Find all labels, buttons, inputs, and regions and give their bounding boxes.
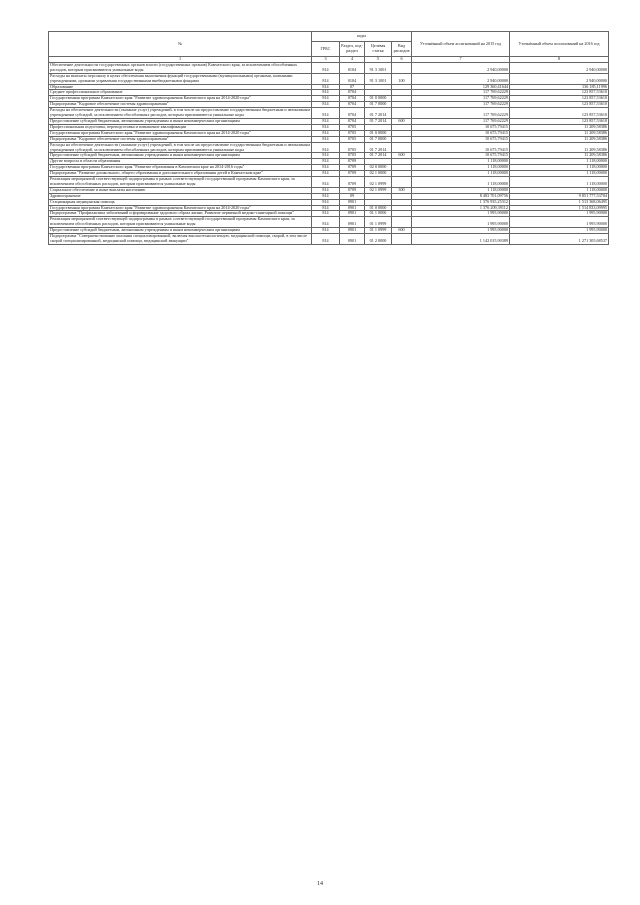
grbs-cell: 814: [312, 171, 340, 177]
row-name-cell: Государственная программа Камчатского края "Развитие образования в Камчатском крае на 2014-2016 годы": [49, 165, 312, 171]
razdel-cell: 0901: [340, 228, 365, 234]
amount-2015-cell: 117 769,62229: [412, 96, 510, 102]
razdel-cell: 0709: [340, 165, 365, 171]
expense-type-cell: [392, 62, 412, 73]
year-2016-header: Уточнённый объем ассигнований на 2016 год: [510, 32, 609, 57]
table-body: [49, 57, 609, 245]
amount-2016-cell: 123 857,53610: [510, 102, 609, 108]
row-name-cell: Подпрограмма "Совершенствование оказания специализированной, включая высокотехнологичную, медицинской помощи, скорой, в том числе скорой специализированной, медицинской помощи, медицинской эвакуации": [49, 234, 312, 245]
grbs-header: ГРБС: [312, 42, 340, 57]
expense-type-cell: 600: [392, 118, 412, 124]
table-header: [49, 32, 609, 57]
razdel-cell: 0704: [340, 118, 365, 124]
row-name-cell: Предоставление субсидий бюджетным, автономным учреждениям и иным некоммерческим организациям: [49, 153, 312, 159]
grbs-cell: 814: [312, 153, 340, 159]
amount-2015-cell: 10 675,79415: [412, 142, 510, 153]
row-name-cell: Подпрограмма "Развитие дошкольного, общего образования и дополнительного образования детей в Камчатском крае": [49, 171, 312, 177]
target-article-cell: 01 7 0000: [365, 102, 392, 108]
target-article-cell: 01 7 2014: [365, 118, 392, 124]
row-name-cell: Подпрограмма "Кадровое обеспечение системы здравоохранения": [49, 102, 312, 108]
row-name-cell: Среднее профессиональное образование: [49, 90, 312, 96]
target-article-cell: 01 0 0000: [365, 96, 392, 102]
target-article-cell: 02 1 0999: [365, 187, 392, 193]
grbs-cell: 814: [312, 177, 340, 188]
codes-group-header: коды: [312, 32, 412, 42]
row-name-cell: Профессиональная подготовка, переподготовка и повышение квалификации: [49, 124, 312, 130]
amount-2015-cell: 1 376 935,25312: [412, 199, 510, 205]
expense-type-cell: [392, 234, 412, 245]
grbs-cell: 814: [312, 62, 340, 73]
expense-type-cell: 300: [392, 187, 412, 193]
target-article-cell: 01 7 2014: [365, 153, 392, 159]
expense-type-cell: 600: [392, 228, 412, 234]
amount-2015-cell: 1 142 015,90389: [412, 234, 510, 245]
target-article-cell: 91 3 1001: [365, 73, 392, 84]
razdel-cell: 09: [340, 193, 365, 199]
amount-2016-cell: 123 857,53610: [510, 90, 609, 96]
razdel-cell: 0705: [340, 130, 365, 136]
razdel-cell: 0104: [340, 62, 365, 73]
row-name-cell: Предоставление субсидий бюджетным, автономным учреждениям и иным некоммерческим организациям: [49, 118, 312, 124]
row-name-cell: Реализация мероприятий соответствующей подпрограммы в рамках соответствующей государственной программы Камчатского края, за исключением обособленных расходов, которым присваиваются уникальные коды: [49, 217, 312, 228]
row-name-cell: Расходы на обеспечение деятельности (оказание услуг) учреждений, в том числе на предоставление государственным бюджетным и автономным учреждениям субсидий, за исключением обособленных расходов, которым присваиваются уникальные коды: [50, 107, 310, 118]
razdel-cell: 0901: [340, 217, 365, 228]
razdel-cell: 0709: [340, 159, 365, 165]
razdel-cell: 0104: [340, 73, 365, 84]
amount-2015-cell: 1 118,00000: [412, 171, 510, 177]
grbs-cell: 814: [312, 90, 340, 96]
target-article-cell: 01 7 2014: [365, 142, 392, 153]
amount-2015-cell: 117 769,62229: [412, 102, 510, 108]
expense-type-cell: 100: [392, 73, 412, 84]
grbs-cell: 814: [312, 193, 340, 199]
grbs-cell: 814: [312, 211, 340, 217]
target-article-cell: 01 0 0000: [365, 130, 392, 136]
razdel-cell: 0704: [340, 102, 365, 108]
amount-2015-cell: 1 995,90000: [412, 217, 510, 228]
target-article-cell: 01 7 0000: [365, 136, 392, 142]
grbs-cell: 814: [312, 159, 340, 165]
row-name-cell: Подпрограмма "Профилактика заболеваний и формирование здорового образа жизни. Развитие первичной медико-санитарной помощи": [49, 211, 312, 217]
razdel-cell: 0705: [340, 136, 365, 142]
razdel-cell: 0704: [340, 108, 365, 119]
row-name-cell: Расходы на выплаты персоналу в целях обеспечения выполнения функций государственными (муниципальными) органами, казенными учреждениями, органами управления государственными внебюджетными фондами: [49, 73, 312, 84]
amount-2016-cell: 1 995,90000: [510, 211, 609, 217]
grbs-cell: 814: [312, 142, 340, 153]
razdel-cell: 0704: [340, 96, 365, 102]
table-row: [49, 234, 609, 245]
page-number: 14: [317, 881, 323, 887]
expense-type-cell: [392, 177, 412, 188]
razdel-cell: 0709: [340, 187, 365, 193]
expense-type-cell: [392, 108, 412, 119]
row-name-cell: Подпрограмма "Кадровое обеспечение системы здравоохранения": [49, 136, 312, 142]
amount-2016-cell: 11 209,58386: [510, 130, 609, 136]
grbs-cell: 814: [312, 228, 340, 234]
amount-2016-cell: 2 940,00000: [510, 73, 609, 84]
amount-2016-cell: 1 118,00000: [510, 187, 609, 193]
row-name-cell: Государственная программа Камчатского края "Развитие здравоохранения Камчатского края на 2014-2020 годы": [49, 96, 312, 102]
amount-2016-cell: 11 209,58386: [510, 153, 609, 159]
razdel-cell: 0709: [340, 177, 365, 188]
amount-2016-cell: 123 857,53610: [510, 96, 609, 102]
amount-2015-cell: 8 483 701,09756: [412, 193, 510, 199]
row-name-cell: Здравоохранение: [49, 193, 312, 199]
amount-2015-cell: 117 769,62229: [412, 108, 510, 119]
amount-2015-cell: 10 675,79415: [412, 124, 510, 130]
grbs-cell: 814: [312, 205, 340, 211]
table-row: [49, 177, 609, 188]
grbs-cell: 814: [312, 234, 340, 245]
amount-2016-cell: 2 940,00000: [510, 62, 609, 73]
amount-2015-cell: 10 675,79415: [412, 136, 510, 142]
row-name-cell: Другие вопросы в области образования: [49, 159, 312, 165]
amount-2015-cell: 1 995,90000: [412, 211, 510, 217]
budget-table: [48, 31, 609, 245]
razdel-cell: 0709: [340, 171, 365, 177]
razdel-cell: 0705: [340, 142, 365, 153]
target-article-cell: 02 1 0000: [365, 171, 392, 177]
amount-2016-cell: 11 209,58386: [510, 142, 609, 153]
grbs-cell: 814: [312, 165, 340, 171]
target-article-cell: 01 7 2014: [365, 108, 392, 119]
grbs-cell: 814: [312, 73, 340, 84]
grbs-cell: 814: [312, 136, 340, 142]
table-row: [49, 142, 609, 153]
expense-type-cell: 600: [392, 153, 412, 159]
target-article-cell: 01 1 0999: [365, 228, 392, 234]
grbs-cell: 814: [312, 118, 340, 124]
razdel-header: Раздел, под-раздел: [340, 42, 365, 57]
razdel-cell: 0901: [340, 205, 365, 211]
expense-type-header: Вид расходов: [392, 42, 412, 57]
amount-2016-cell: 1 995,90000: [510, 217, 609, 228]
target-article-cell: 02 0 0000: [365, 165, 392, 171]
target-article-cell: 01 1 0000: [365, 211, 392, 217]
row-name-cell: Реализация мероприятий соответствующей подпрограммы в рамках соответствующей государственной программы Камчатского края, за исключением обособленных расходов, которым присваиваются уникальные коды: [49, 177, 312, 188]
amount-2016-cell: 1 513 368,06495: [510, 199, 609, 205]
razdel-cell: 0704: [340, 90, 365, 96]
expense-type-cell: [392, 142, 412, 153]
target-article-cell: 01 0 0000: [365, 205, 392, 211]
column-index: 7: [412, 57, 510, 63]
amount-2015-cell: 129 360,41644: [412, 84, 510, 90]
table-row: [49, 108, 609, 119]
table-row: [49, 62, 609, 73]
razdel-cell: 0901: [340, 211, 365, 217]
razdel-cell: 0705: [340, 124, 365, 130]
row-name-cell: Социальное обеспечение и иные выплаты населению: [49, 187, 312, 193]
row-name-cell: Государственная программа Камчатского края "Развитие здравоохранения Камчатского края на 2014-2020 годы": [49, 205, 312, 211]
row-name-cell: Образование: [49, 84, 312, 90]
amount-2015-cell: 2 940,00000: [412, 62, 510, 73]
amount-2016-cell: 1 118,00000: [510, 165, 609, 171]
column-index: 3: [312, 57, 340, 63]
amount-2016-cell: 11 209,58386: [510, 136, 609, 142]
grbs-cell: 814: [312, 217, 340, 228]
grbs-cell: 814: [312, 130, 340, 136]
target-article-cell: 01 1 0999: [365, 217, 392, 228]
grbs-cell: 814: [312, 102, 340, 108]
year-2015-header: Уточнённый объем ассигнований на 2015 год: [412, 32, 510, 57]
column-index: 5: [365, 57, 392, 63]
column-index: 8: [510, 57, 609, 63]
grbs-cell: 814: [312, 199, 340, 205]
amount-2015-cell: 1 118,00000: [412, 177, 510, 188]
expense-type-cell: [392, 217, 412, 228]
grbs-cell: 814: [312, 108, 340, 119]
amount-2016-cell: 1 118,00000: [510, 159, 609, 165]
column-index: 1: [49, 57, 312, 63]
amount-2015-cell: 1 118,00000: [412, 187, 510, 193]
grbs-cell: 814: [312, 96, 340, 102]
column-index: 6: [392, 57, 412, 63]
table-row: [49, 73, 609, 84]
row-name-cell: Обеспечение деятельности государственных органов власти (государственных органов) Камчатского края, за исключением обособленных расходов, которым присваиваются уникальные коды: [49, 62, 312, 73]
amount-2016-cell: 11 209,58386: [510, 124, 609, 130]
amount-2016-cell: 1 514 833,09995: [510, 205, 609, 211]
amount-2015-cell: 2 940,00000: [412, 73, 510, 84]
row-name-cell: Расходы на обеспечение деятельности (оказание услуг) учреждений, в том числе на предоставление государственным бюджетным и автономным учреждениям субсидий, за исключением обособленных расходов, которым присваиваются уникальные коды: [50, 142, 310, 152]
grbs-cell: 814: [312, 187, 340, 193]
amount-2016-cell: 1 995,90000: [510, 228, 609, 234]
column-index: 4: [340, 57, 365, 63]
amount-2015-cell: 1 995,90000: [412, 228, 510, 234]
target-article-cell: 91 3 1001: [365, 62, 392, 73]
amount-2016-cell: 123 857,53610: [510, 108, 609, 119]
amount-2016-cell: 123 857,53610: [510, 118, 609, 124]
amount-2015-cell: 117 769,62229: [412, 90, 510, 96]
razdel-cell: 0705: [340, 153, 365, 159]
amount-2016-cell: 1 271 305,68537: [510, 234, 609, 245]
razdel-cell: 07: [340, 84, 365, 90]
razdel-cell: 0901: [340, 234, 365, 245]
razdel-cell: 0901: [340, 199, 365, 205]
amount-2016-cell: 9 851 777,53704: [510, 193, 609, 199]
row-name-cell: Государственная программа Камчатского края "Развитие здравоохранения Камчатского края на 2014-2020 годы": [49, 130, 312, 136]
amount-2016-cell: 1 118,00000: [510, 171, 609, 177]
grbs-cell: 814: [312, 84, 340, 90]
amount-2016-cell: 1 118,00000: [510, 177, 609, 188]
row-name-cell: Предоставление субсидий бюджетным, автономным учреждениям и иным некоммерческим организациям: [49, 228, 312, 234]
amount-2015-cell: 1 118,00000: [412, 165, 510, 171]
amount-2015-cell: 10 675,79415: [412, 130, 510, 136]
amount-2015-cell: 1 118,00000: [412, 159, 510, 165]
table-row: [49, 217, 609, 228]
target-article-cell: 01 2 0000: [365, 234, 392, 245]
number-header: №: [49, 32, 312, 57]
target-article-cell: 02 1 0999: [365, 177, 392, 188]
amount-2016-cell: 136 185,11996: [510, 84, 609, 90]
target-article-header: Целевая статья: [365, 42, 392, 57]
amount-2015-cell: 10 675,79415: [412, 153, 510, 159]
amount-2015-cell: 117 769,62229: [412, 118, 510, 124]
row-name-cell: Стационарная медицинская помощь: [49, 199, 312, 205]
amount-2015-cell: 1 376 209,39112: [412, 205, 510, 211]
grbs-cell: 814: [312, 124, 340, 130]
